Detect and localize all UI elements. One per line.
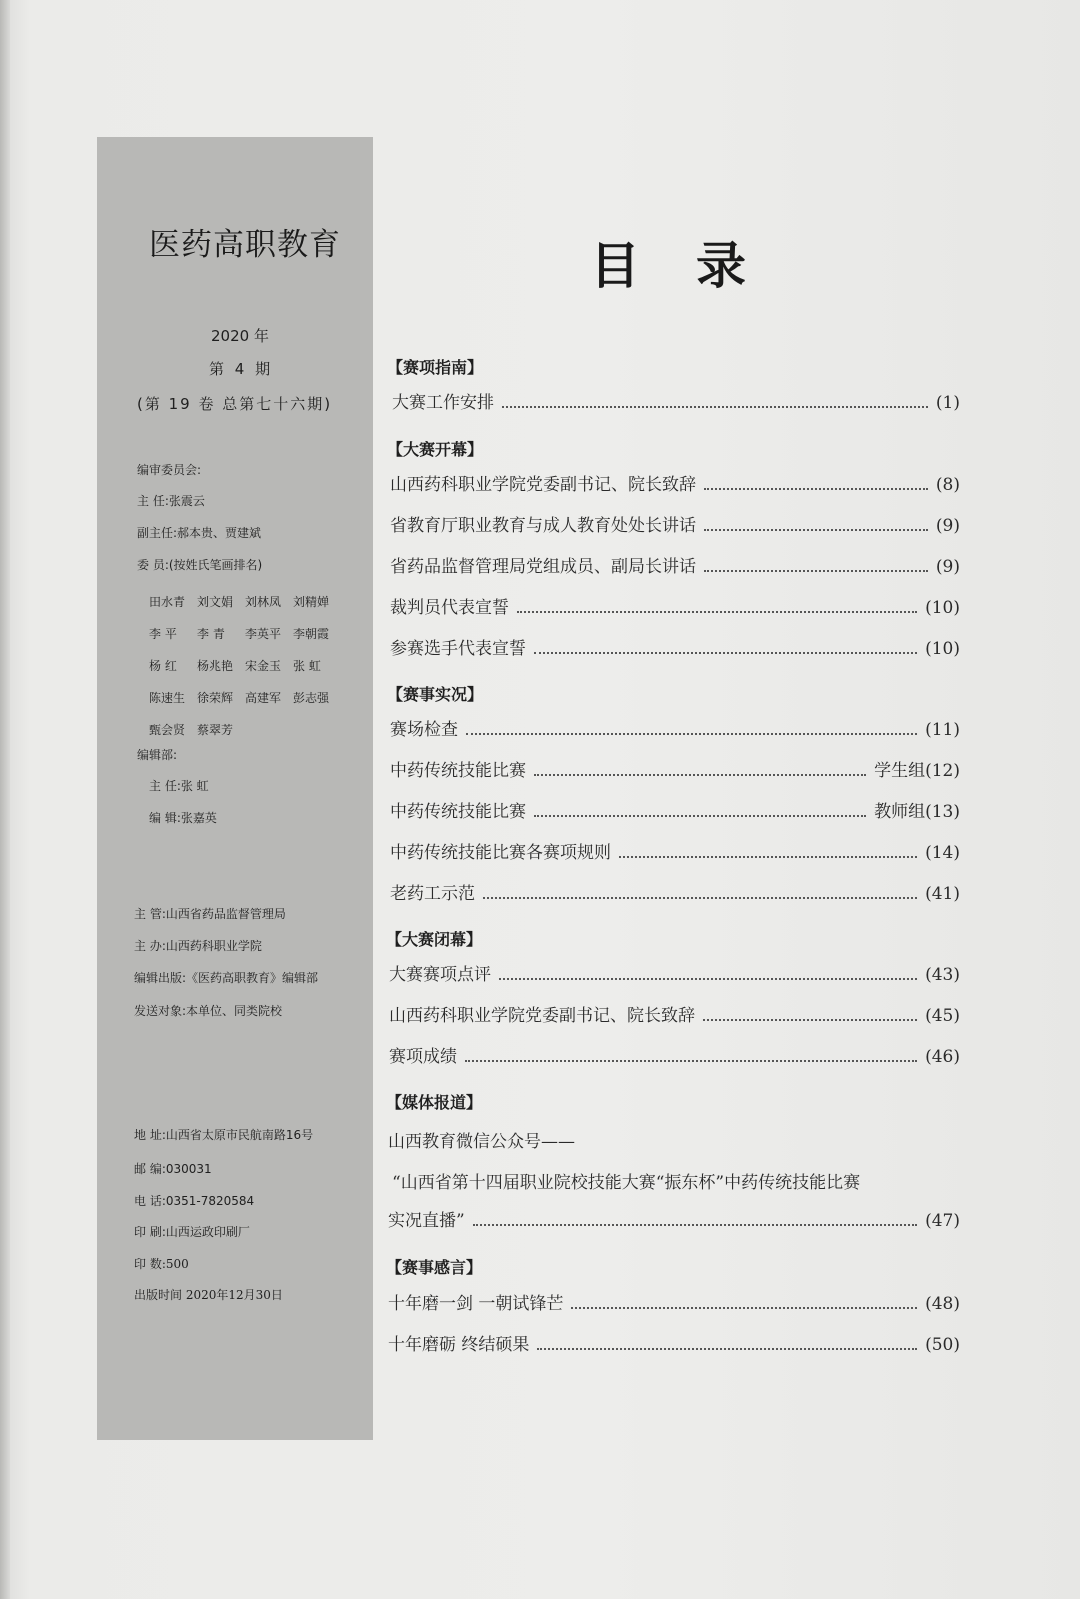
toc-entry[interactable] bbox=[390, 841, 960, 865]
member-name: 宋金玉 bbox=[245, 659, 282, 673]
member-name: 蔡翠芳 bbox=[197, 723, 234, 737]
member-name: 甄会贤 bbox=[149, 723, 186, 737]
toc-entry-title: 中药传统技能比赛 bbox=[390, 802, 526, 822]
toc-entry-page: 学生组(12) bbox=[874, 761, 960, 781]
leader-dots bbox=[619, 842, 917, 858]
leader-dots bbox=[537, 1334, 917, 1350]
editorial-dept-label: 编辑部: bbox=[137, 748, 178, 762]
committee-members-list bbox=[149, 594, 359, 738]
leader-dots bbox=[499, 964, 917, 980]
section-heading: 【大赛闭幕】 bbox=[386, 930, 483, 949]
toc-entry-title: 赛项成绩 bbox=[389, 1047, 457, 1067]
toc-entry-title: 大赛工作安排 bbox=[392, 393, 494, 413]
toc-entry-page: (8) bbox=[935, 475, 960, 495]
leader-dots bbox=[483, 883, 917, 899]
binding-edge bbox=[0, 0, 10, 1599]
member-name: 刘文娟 bbox=[197, 595, 234, 609]
toc-entry-title: 赛场检查 bbox=[390, 720, 458, 740]
toc-entry-line: “山西省第十四届职业院校技能大赛“振东杯”中药传统技能比赛 bbox=[392, 1173, 861, 1193]
toc-entry-title: 省药品监督管理局党组成员、副局长讲话 bbox=[390, 557, 696, 577]
toc-entry[interactable] bbox=[389, 963, 960, 987]
member-name: 徐荣辉 bbox=[197, 691, 234, 705]
toc-entry[interactable] bbox=[390, 718, 960, 742]
member-name: 田水青 bbox=[149, 595, 186, 609]
dept-director: 主 任:张 虹 bbox=[149, 779, 209, 793]
supervisor-line: 主 管:山西省药品监督管理局 bbox=[134, 907, 286, 921]
toc-entry[interactable] bbox=[389, 1004, 960, 1028]
member-name: 李英平 bbox=[245, 627, 282, 641]
member-name: 陈速生 bbox=[149, 691, 186, 705]
leader-dots bbox=[473, 1210, 917, 1226]
toc-entry-title: 十年磨砺 终结硕果 bbox=[388, 1335, 530, 1355]
toc-entry-title: 省教育厅职业教育与成人教育处处长讲话 bbox=[390, 516, 696, 536]
toc-entry[interactable] bbox=[390, 555, 960, 579]
leader-dots bbox=[517, 597, 917, 613]
toc-entry-title: 实况直播” bbox=[388, 1211, 465, 1231]
toc-entry-title: 参赛选手代表宣誓 bbox=[390, 639, 526, 659]
leader-dots bbox=[534, 760, 866, 776]
leader-dots bbox=[704, 474, 928, 490]
printer-line: 印 刷:山西运政印刷厂 bbox=[134, 1225, 250, 1239]
toc-entry-page: (9) bbox=[935, 557, 960, 577]
committee-director: 主 任:张震云 bbox=[137, 494, 205, 508]
toc-entry[interactable] bbox=[390, 800, 960, 824]
toc-entry-page: 教师组(13) bbox=[874, 802, 960, 822]
toc-entry[interactable] bbox=[390, 637, 960, 661]
section-heading: 【赛事感言】 bbox=[386, 1258, 483, 1277]
toc-entry-title: 老药工示范 bbox=[390, 884, 475, 904]
masthead-sidebar bbox=[97, 137, 373, 1440]
leader-dots bbox=[704, 515, 928, 531]
leader-dots bbox=[466, 719, 917, 735]
toc-entry[interactable] bbox=[390, 596, 960, 620]
toc-entry-page: (41) bbox=[925, 884, 960, 904]
editor-publisher-line: 编辑出版:《医药高职教育》编辑部 bbox=[134, 971, 319, 985]
toc-entry[interactable] bbox=[392, 391, 960, 415]
toc-entry-title: 十年磨一剑 一朝试锋芒 bbox=[388, 1294, 564, 1314]
toc-entry[interactable] bbox=[390, 473, 960, 497]
leader-dots bbox=[465, 1046, 917, 1062]
member-name: 李朝霞 bbox=[293, 627, 330, 641]
toc-entry-page: (10) bbox=[925, 639, 960, 659]
section-heading: 【赛项指南】 bbox=[387, 358, 484, 377]
leader-dots bbox=[502, 392, 928, 408]
section-heading: 【赛事实况】 bbox=[387, 685, 484, 704]
toc-entry-page: (9) bbox=[935, 516, 960, 536]
section-heading: 【大赛开幕】 bbox=[387, 440, 484, 459]
committee-members-label: 委 员:(按姓氏笔画排名) bbox=[137, 558, 263, 572]
member-name: 张 虹 bbox=[293, 659, 321, 673]
toc-entry-page: (43) bbox=[925, 965, 960, 985]
member-name: 彭志强 bbox=[293, 691, 330, 705]
committee-label: 编审委员会: bbox=[137, 463, 202, 477]
toc-entry-title: 中药传统技能比赛 bbox=[390, 761, 526, 781]
toc-entry-page: (48) bbox=[925, 1294, 960, 1314]
toc-entry[interactable] bbox=[388, 1209, 960, 1233]
toc-entry[interactable] bbox=[389, 1045, 960, 1069]
toc-entry-title: 裁判员代表宣誓 bbox=[390, 598, 509, 618]
member-name: 刘精婵 bbox=[293, 595, 330, 609]
toc-title: 目录 bbox=[590, 236, 802, 295]
leader-dots bbox=[703, 1005, 917, 1021]
postcode-line: 邮 编:030031 bbox=[134, 1162, 212, 1176]
committee-vice-director: 副主任:郝本贵、贾建斌 bbox=[137, 526, 262, 540]
toc-entry-page: (10) bbox=[925, 598, 960, 618]
toc-entry-page: (46) bbox=[925, 1047, 960, 1067]
pub-date-line: 出版时间 2020年12月30日 bbox=[134, 1288, 283, 1302]
sponsor-line: 主 办:山西药科职业学院 bbox=[134, 939, 262, 953]
toc-entry-page: (11) bbox=[925, 720, 960, 740]
leader-dots bbox=[704, 556, 928, 572]
member-name: 李 平 bbox=[149, 627, 177, 641]
dept-editor: 编 辑:张嘉英 bbox=[149, 811, 217, 825]
volume-info: (第 19 卷 总第七十六期) bbox=[137, 395, 333, 413]
toc-entry-title: 中药传统技能比赛各赛项规则 bbox=[390, 843, 611, 863]
section-heading: 【媒体报道】 bbox=[386, 1093, 483, 1112]
publication-year: 2020 年 bbox=[211, 327, 269, 345]
toc-entry-page: (1) bbox=[935, 393, 960, 413]
member-name: 刘林凤 bbox=[245, 595, 282, 609]
leader-dots bbox=[571, 1293, 917, 1309]
member-name: 杨兆艳 bbox=[197, 659, 234, 673]
toc-entry[interactable] bbox=[388, 1333, 960, 1357]
member-name: 杨 红 bbox=[149, 659, 177, 673]
phone-line: 电 话:0351-7820584 bbox=[134, 1194, 255, 1208]
toc-entry[interactable] bbox=[390, 514, 960, 538]
toc-entry-page: (50) bbox=[925, 1335, 960, 1355]
toc-entry-line: 山西教育微信公众号—— bbox=[388, 1132, 575, 1152]
toc-entry-page: (47) bbox=[925, 1211, 960, 1231]
toc-entry-title: 山西药科职业学院党委副书记、院长致辞 bbox=[390, 475, 696, 495]
address-line: 地 址:山西省太原市民航南路16号 bbox=[134, 1128, 314, 1142]
toc-entry[interactable] bbox=[388, 1292, 960, 1316]
toc-entry-title: 大赛赛项点评 bbox=[389, 965, 491, 985]
toc-entry-title: 山西药科职业学院党委副书记、院长致辞 bbox=[389, 1006, 695, 1026]
distribution-line: 发送对象:本单位、同类院校 bbox=[134, 1004, 283, 1018]
journal-title: 医药高职教育 bbox=[149, 227, 341, 263]
toc-entry[interactable] bbox=[390, 882, 960, 906]
toc-entry-page: (14) bbox=[925, 843, 960, 863]
print-count-line: 印 数:500 bbox=[134, 1257, 189, 1271]
toc-entry[interactable] bbox=[390, 759, 960, 783]
leader-dots bbox=[534, 638, 917, 654]
member-name: 李 青 bbox=[197, 627, 225, 641]
toc-entry-page: (45) bbox=[925, 1006, 960, 1026]
member-name: 高建军 bbox=[245, 691, 282, 705]
leader-dots bbox=[534, 801, 866, 817]
issue-number: 第 4 期 bbox=[209, 360, 274, 378]
